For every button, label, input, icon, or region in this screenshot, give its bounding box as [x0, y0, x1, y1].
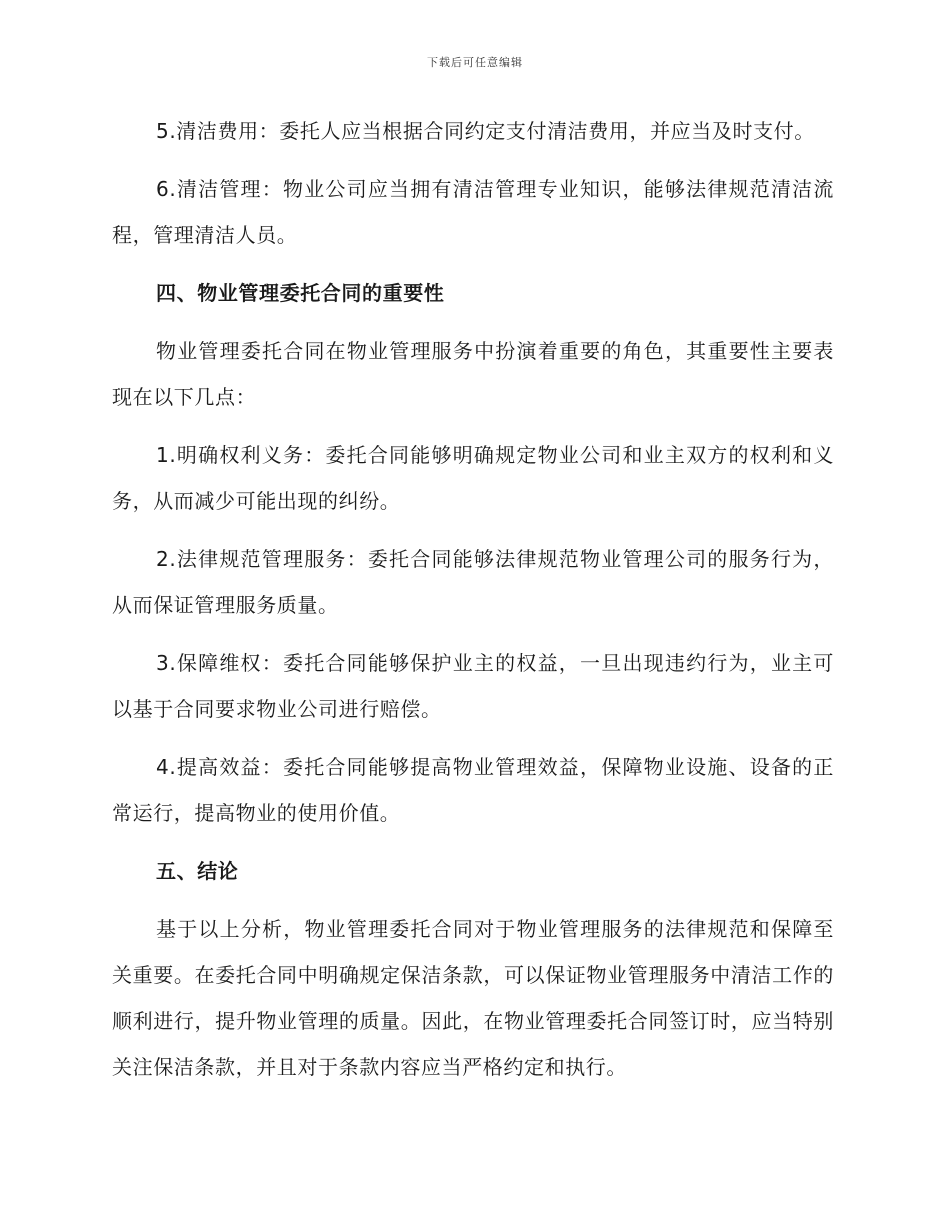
paragraph-conclusion: 基于以上分析，物业管理委托合同对于物业管理服务的法律规范和保障至关重要。在委托合同中明确规定保洁条款，可以保证物业管理服务中清洁工作的顺利进行，提升物业管理的质量。因此，在物业管理委托合同签订时，应当特别关注保洁条款，并且对于条款内容应当严格约定和执行。 [112, 917, 834, 1079]
paragraph-regulate-service: 2.法律规范管理服务：委托合同能够法律规范物业管理公司的服务行为，从而保证管理服务质量。 [112, 547, 834, 617]
paragraph-cleaning-fee: 5.清洁费用：委托人应当根据合同约定支付清洁费用，并应当及时支付。 [156, 119, 815, 143]
page-header: 下载后可任意编辑 [427, 56, 523, 69]
paragraph-cleaning-management: 6.清洁管理：物业公司应当拥有清洁管理专业知识，能够法律规范清洁流程，管理清洁人员。 [112, 177, 834, 247]
paragraph-importance-intro: 物业管理委托合同在物业管理服务中扮演着重要的角色，其重要性主要表现在以下几点： [112, 339, 834, 409]
paragraph-rights-obligations: 1.明确权利义务：委托合同能够明确规定物业公司和业主双方的权利和义务，从而减少可能出现的纠纷。 [112, 443, 834, 513]
section-heading-importance: 四、物业管理委托合同的重要性 [156, 281, 445, 305]
section-heading-conclusion: 五、结论 [156, 859, 239, 883]
paragraph-improve-efficiency: 4.提高效益：委托合同能够提高物业管理效益，保障物业设施、设备的正常运行，提高物业的使用价值。 [112, 755, 834, 825]
paragraph-protect-rights: 3.保障维权：委托合同能够保护业主的权益，一旦出现违约行为，业主可以基于合同要求物业公司进行赔偿。 [112, 651, 834, 721]
document-body [112, 108, 834, 1102]
